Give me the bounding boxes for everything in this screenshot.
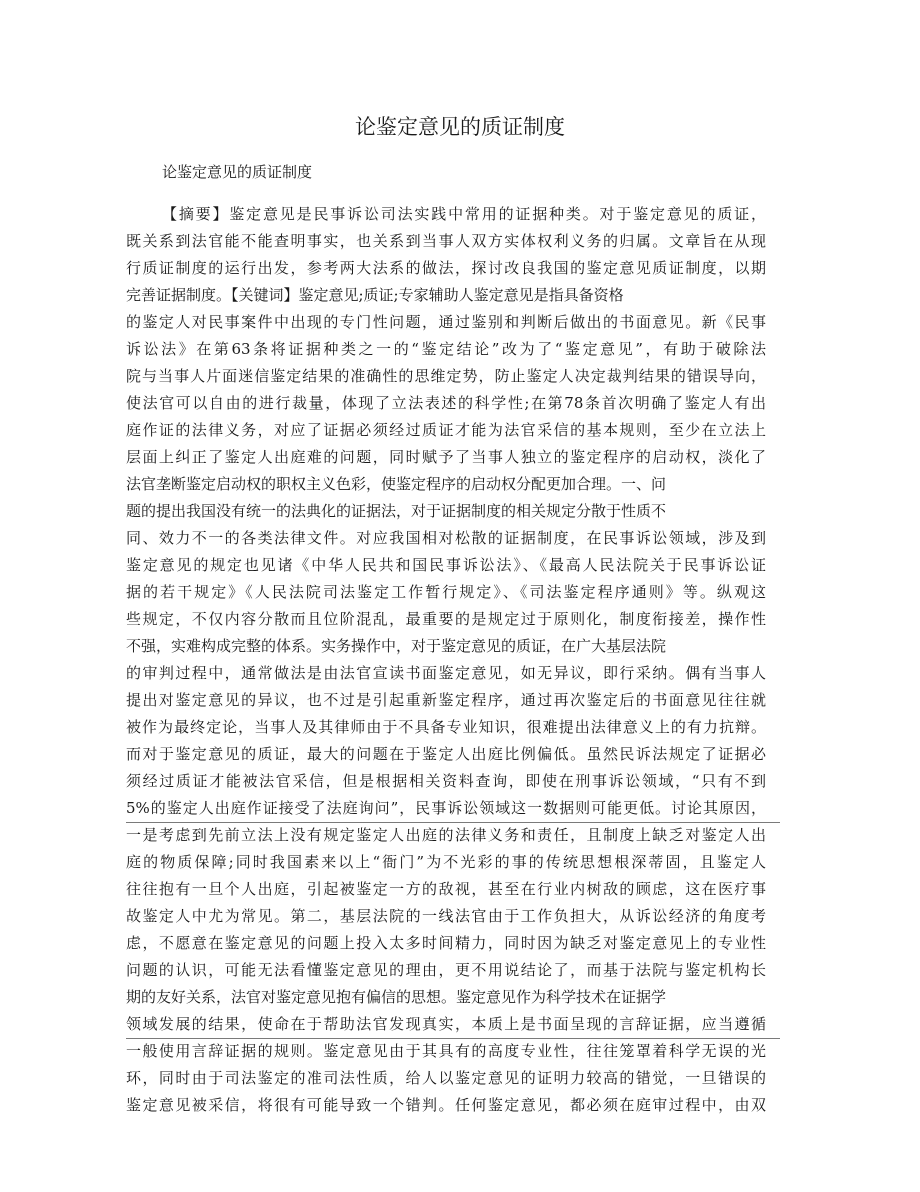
body-line: 完善证据制度。【关键词】鉴定意见;质证;专家辅助人鉴定意见是指具备资格 xyxy=(126,286,624,304)
body-line: 鉴定意见被采信，将很有可能导致一个错判。任何鉴定意见，都必须在庭审过程中，由双 xyxy=(126,1096,766,1114)
body-line: 鉴定意见的规定也见诸《中华人民共和国民事诉讼法》、《最高人民法院关于民事诉讼证 xyxy=(126,556,766,574)
body-line: 而对于鉴定意见的质证，最大的问题在于鉴定人出庭比例偏低。虽然民诉法规定了证据必 xyxy=(126,745,766,763)
document-subtitle: 论鉴定意见的质证制度 xyxy=(162,163,313,181)
body-line: 不强，实难构成完整的体系。实务操作中，对于鉴定意见的质证，在广大基层法院 xyxy=(126,637,667,655)
body-line: 领域发展的结果，使命在于帮助法官发现真实，本质上是书面呈现的言辞证据，应当遵循 xyxy=(126,1015,766,1033)
body-line: 庭作证的法律义务，对应了证据必须经过质证才能为法官采信的基本规则，至少在立法上 xyxy=(126,421,766,439)
body-line: 使法官可以自由的进行裁量，体现了立法表述的科学性;在第78条首次明确了鉴定人有出 xyxy=(126,394,766,412)
body-line: 环，同时由于司法鉴定的准司法性质，给人以鉴定意见的证明力较高的错觉，一旦错误的 xyxy=(126,1069,766,1087)
body-line: 既关系到法官能不能查明事实，也关系到当事人双方实体权利义务的归属。文章旨在从现 xyxy=(126,232,766,250)
body-line: 被作为最终定论，当事人及其律师由于不具备专业知识，很难提出法律意义上的有力抗辩。 xyxy=(126,718,766,736)
body-line: 5%的鉴定人出庭作证接受了法庭询问”，民事诉讼领域这一数据则可能更低。讨论其原因， xyxy=(126,799,766,817)
body-line: 【摘要】鉴定意见是民事诉讼司法实践中常用的证据种类。对于鉴定意见的质证， xyxy=(162,205,766,223)
body-line: 层面上纠正了鉴定人出庭难的问题，同时赋予了当事人独立的鉴定程序的启动权，淡化了 xyxy=(126,448,766,466)
body-line: 的审判过程中，通常做法是由法官宣读书面鉴定意见，如无异议，即行采纳。偶有当事人 xyxy=(126,664,766,682)
body-line: 庭的物质保障;同时我国素来以上“衙门”为不光彩的事的传统思想根深蒂固，且鉴定人 xyxy=(126,853,766,871)
body-line: 行质证制度的运行出发，参考两大法系的做法，探讨改良我国的鉴定意见质证制度，以期 xyxy=(126,259,766,277)
body-line: 一是考虑到先前立法上没有规定鉴定人出庭的法律义务和责任，且制度上缺乏对鉴定人出 xyxy=(126,826,766,844)
body-line: 同、效力不一的各类法律文件。对应我国相对松散的证据制度，在民事诉讼领域，涉及到 xyxy=(126,529,766,547)
body-line: 法官垄断鉴定启动权的职权主义色彩，使鉴定程序的启动权分配更加合理。一、问 xyxy=(126,475,667,493)
body-line: 的鉴定人对民事案件中出现的专门性问题，通过鉴别和判断后做出的书面意见。新《民事 xyxy=(126,313,766,331)
body-line: 期的友好关系，法官对鉴定意见抱有偏信的思想。鉴定意见作为科学技术在证据学 xyxy=(126,988,667,1006)
body-line: 故鉴定人中尤为常见。第二，基层法院的一线法官由于工作负担大，从诉讼经济的角度考 xyxy=(126,907,766,925)
body-line: 据的若干规定》《人民法院司法鉴定工作暂行规定》、《司法鉴定程序通则》等。纵观这 xyxy=(126,583,766,601)
body-line: 诉讼法》在第63条将证据种类之一的“鉴定结论”改为了“鉴定意见”，有助于破除法 xyxy=(126,340,766,358)
document-title: 论鉴定意见的质证制度 xyxy=(355,115,565,139)
body-line: 题的提出我国没有统一的法典化的证据法，对于证据制度的相关规定分散于性质不 xyxy=(126,502,667,520)
body-line: 往往抱有一旦个人出庭，引起被鉴定一方的敌视，甚至在行业内树敌的顾虑，这在医疗事 xyxy=(126,880,766,898)
body-line: 院与当事人片面迷信鉴定结果的准确性的思维定势，防止鉴定人决定裁判结果的错误导向， xyxy=(126,367,766,385)
body-line: 虑，不愿意在鉴定意见的问题上投入太多时间精力，同时因为缺乏对鉴定意见上的专业性 xyxy=(126,934,766,952)
body-line: 一般使用言辞证据的规则。鉴定意见由于其具有的高度专业性，往往笼罩着科学无误的光 xyxy=(126,1042,766,1060)
body-line: 问题的认识，可能无法看懂鉴定意见的理由，更不用说结论了，而基于法院与鉴定机构长 xyxy=(126,961,766,979)
body-line: 提出对鉴定意见的异议，也不过是引起重新鉴定程序，通过再次鉴定后的书面意见往往就 xyxy=(126,691,766,709)
body-line: 些规定，不仅内容分散而且位阶混乱，最重要的是规定过于原则化，制度衔接差，操作性 xyxy=(126,610,766,628)
body-line: 须经过质证才能被法官采信，但是根据相关资料查询，即使在刑事诉讼领域，“只有不到 xyxy=(126,772,766,790)
